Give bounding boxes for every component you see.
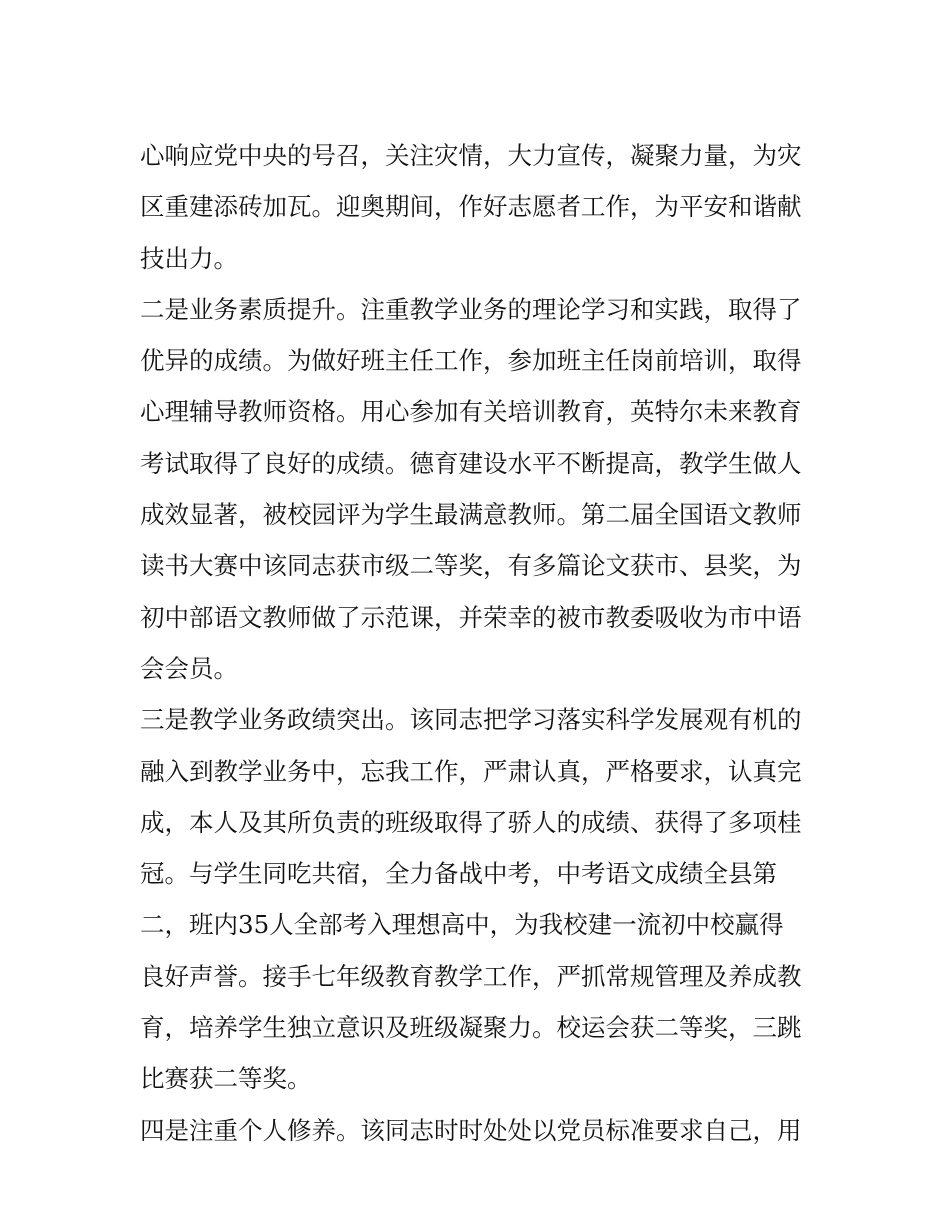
text-line: 会会员。	[140, 653, 238, 683]
text-line: 育，培养学生独立意识及班级凝聚力。校运会获二等奖，三跳	[140, 1013, 802, 1043]
text-line: 初中部语文教师做了示范课，并荣幸的被市教委吸收为市中语	[140, 602, 802, 632]
text-line: 良好声誉。接手七年级教育教学工作，严抓常规管理及养成教	[140, 961, 802, 991]
text-line: 融入到教学业务中，忘我工作，严肃认真，严格要求，认真完	[140, 756, 802, 786]
text-line: 比赛获二等奖。	[140, 1064, 312, 1094]
text-line: 读书大赛中该同志获市级二等奖，有多篇论文获市、县奖，为	[140, 551, 802, 581]
text-line: 三是教学业务政绩突出。该同志把学习落实科学发展观有机的	[140, 705, 802, 735]
text-line: 技出力。	[140, 243, 238, 273]
text-line: 四是注重个人修养。该同志时时处处以党员标准要求自己，用	[140, 1115, 802, 1145]
text-line: 二是业务素质提升。注重教学业务的理论学习和实践，取得了	[140, 294, 802, 324]
text-line: 成效显著，被校园评为学生最满意教师。第二届全国语文教师	[140, 500, 802, 530]
text-line: 心理辅导教师资格。用心参加有关培训教育，英特尔未来教育	[140, 397, 802, 427]
text-line: 冠。与学生同吃共宿，全力备战中考，中考语文成绩全县第	[140, 859, 777, 889]
text-line: 心响应党中央的号召，关注灾情，大力宣传，凝聚力量，为灾	[140, 141, 802, 170]
text-line: 成，本人及其所负责的班级取得了骄人的成绩、获得了多项桂	[140, 807, 802, 837]
text-line: 考试取得了良好的成绩。德育建设水平不断提高，教学生做人	[140, 448, 802, 478]
text-line: 区重建添砖加瓦。迎奥期间，作好志愿者工作，为平安和谐献	[140, 192, 802, 222]
text-line: 优异的成绩。为做好班主任工作，参加班主任岗前培训，取得	[140, 346, 802, 376]
text-line: 二，班内35人全部考入理想高中，为我校建一流初中校赢得	[140, 910, 784, 940]
body-text	[140, 130, 830, 1156]
